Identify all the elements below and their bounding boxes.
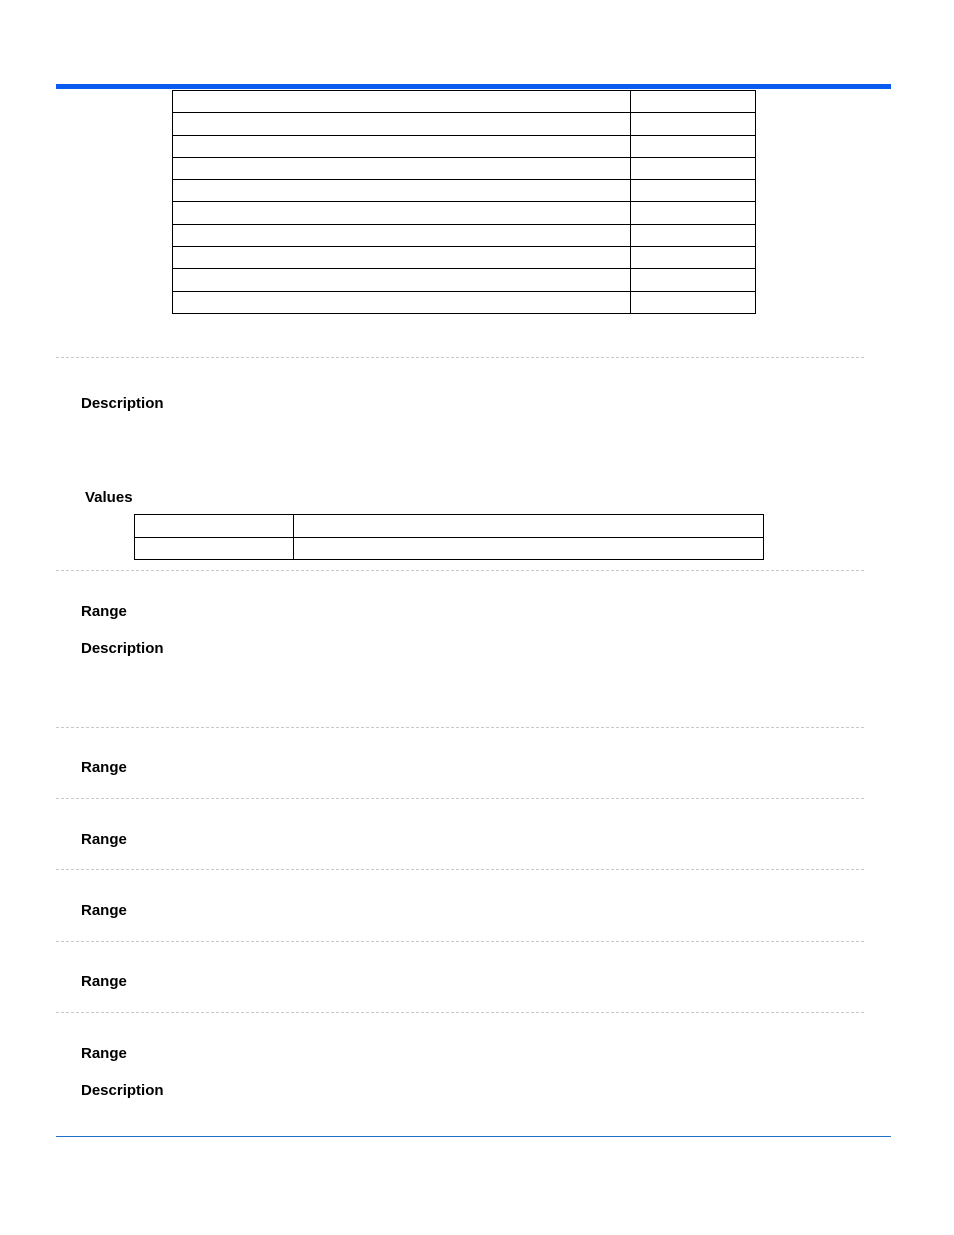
- table-cell: [173, 157, 631, 179]
- section-separator: [56, 1012, 864, 1013]
- table-row: [135, 515, 764, 538]
- table-cell: [294, 537, 764, 560]
- table-row: [173, 91, 756, 113]
- table-row: [173, 224, 756, 246]
- section-separator: [56, 357, 864, 358]
- table-cell: [173, 180, 631, 202]
- range-heading: Range: [81, 1045, 127, 1062]
- table-cell: [631, 180, 756, 202]
- section-separator: [56, 727, 864, 728]
- description-heading: Description: [81, 395, 164, 412]
- description-heading: Description: [81, 1082, 164, 1099]
- section-separator: [56, 570, 864, 571]
- table-cell: [173, 113, 631, 135]
- table-row: [173, 157, 756, 179]
- table-cell: [631, 135, 756, 157]
- table-cell: [173, 224, 631, 246]
- range-heading: Range: [81, 759, 127, 776]
- table-cell: [631, 269, 756, 291]
- range-heading: Range: [81, 973, 127, 990]
- table-cell: [631, 291, 756, 313]
- footer-rule: [56, 1136, 891, 1137]
- section-separator: [56, 941, 864, 942]
- range-heading: Range: [81, 603, 127, 620]
- table-row: [173, 291, 756, 313]
- header-rule: [56, 84, 891, 89]
- table-row: [173, 135, 756, 157]
- table-cell: [631, 91, 756, 113]
- range-heading: Range: [81, 831, 127, 848]
- table-row: [173, 247, 756, 269]
- table-cell: [173, 202, 631, 224]
- table-cell: [631, 113, 756, 135]
- values-table: [134, 514, 764, 560]
- table-row: [173, 202, 756, 224]
- table-row: [173, 180, 756, 202]
- range-heading: Range: [81, 902, 127, 919]
- table-cell: [631, 224, 756, 246]
- table-cell: [173, 135, 631, 157]
- section-separator: [56, 798, 864, 799]
- top-table: [172, 90, 756, 314]
- table-row: [173, 269, 756, 291]
- table-cell: [631, 247, 756, 269]
- table-cell: [135, 537, 294, 560]
- table-cell: [173, 291, 631, 313]
- values-heading: Values: [85, 489, 133, 506]
- table-row: [135, 537, 764, 560]
- description-heading: Description: [81, 640, 164, 657]
- table-row: [173, 113, 756, 135]
- section-separator: [56, 869, 864, 870]
- table-cell: [294, 515, 764, 538]
- table-cell: [631, 157, 756, 179]
- table-cell: [173, 91, 631, 113]
- table-cell: [631, 202, 756, 224]
- table-cell: [135, 515, 294, 538]
- table-cell: [173, 247, 631, 269]
- table-cell: [173, 269, 631, 291]
